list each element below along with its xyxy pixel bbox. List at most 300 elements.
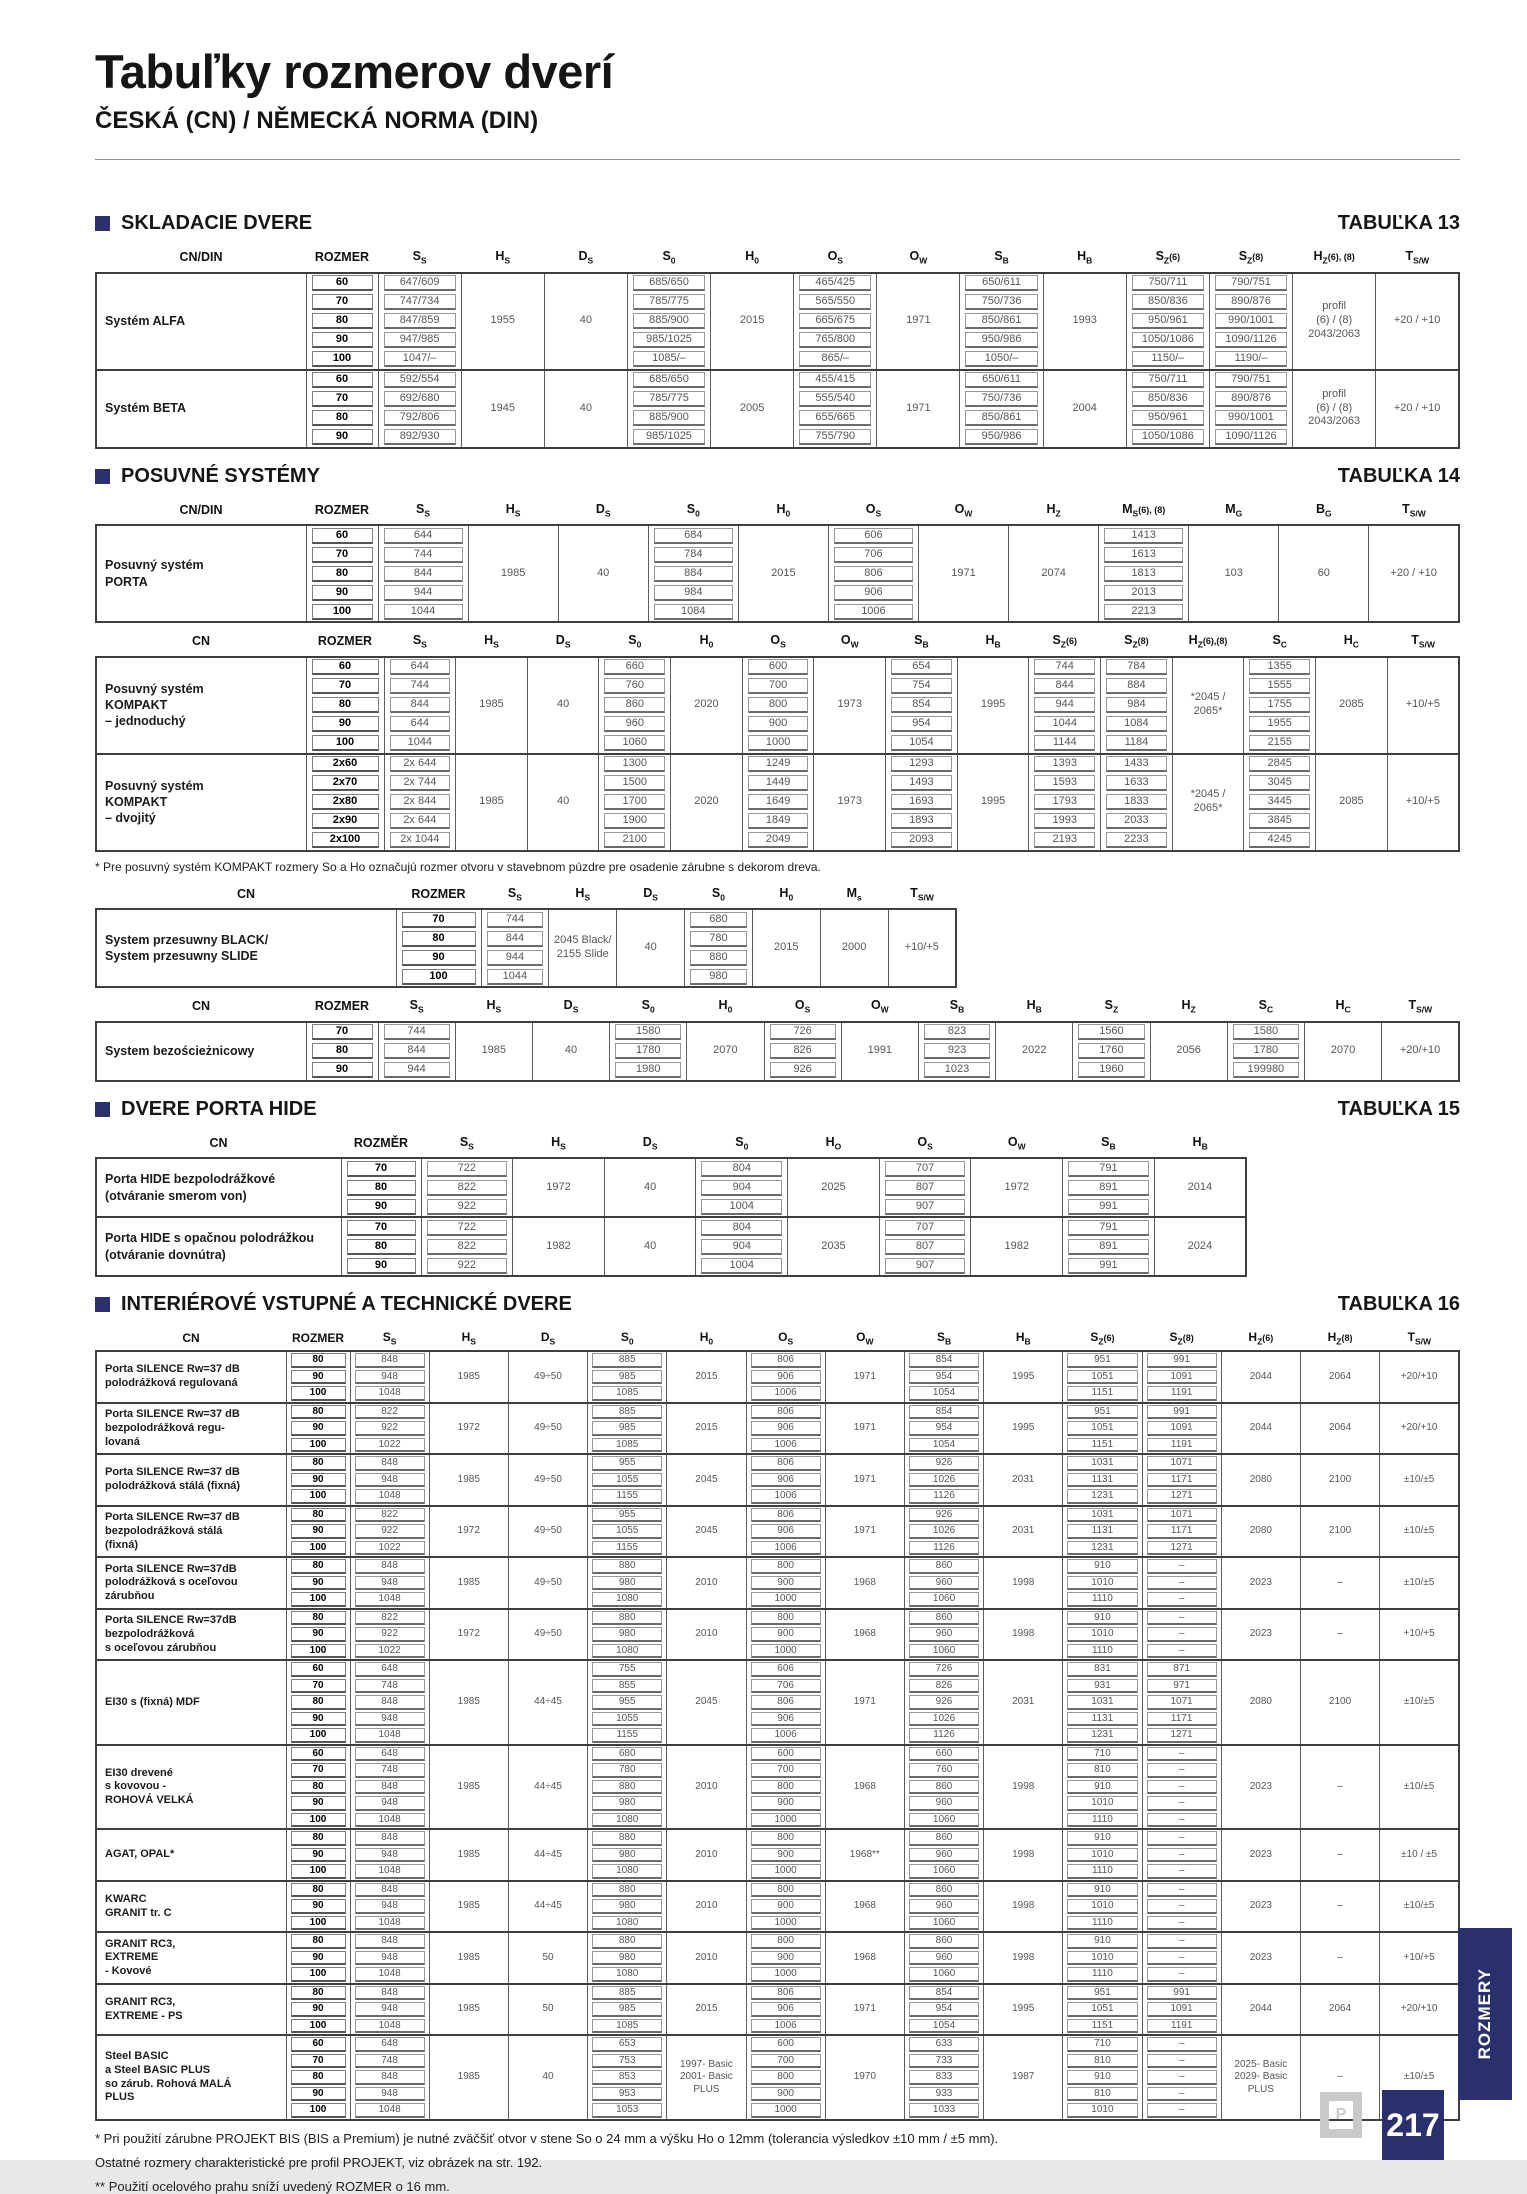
merged-value-cell: 2045 — [667, 1506, 746, 1558]
merged-value-cell: 2025- Basic 2029- Basic PLUS — [1221, 2035, 1300, 2120]
value-cell: 648 — [350, 1745, 429, 1763]
value-cell: 744 — [1029, 657, 1101, 677]
value-cell: 850/861 — [960, 409, 1043, 428]
page-number-badge: 217 — [1382, 2090, 1444, 2160]
value-cell: 822 — [350, 1506, 429, 1524]
value-cell: 948 — [350, 1847, 429, 1864]
size-cell: 90 — [286, 1898, 350, 1915]
row-group — [96, 370, 1459, 448]
value-cell: 600 — [746, 1745, 825, 1763]
column-header: $S_0$ — [620, 1330, 634, 1347]
value-cell: 800 — [746, 1557, 825, 1575]
value-cell: 465/425 — [794, 273, 877, 293]
value-cell: 885 — [588, 1403, 667, 1421]
column-header: $H_S$ — [486, 998, 502, 1015]
table-row — [96, 273, 1459, 293]
value-cell: 948 — [350, 1369, 429, 1386]
value-cell: 860 — [904, 1881, 983, 1899]
column-header: ROZMER — [317, 634, 373, 649]
value-cell: 3845 — [1244, 812, 1316, 831]
porta-logo — [1320, 2092, 1362, 2138]
value-cell: 884 — [1101, 677, 1173, 696]
merged-value-cell: 1982 — [513, 1217, 605, 1276]
column-header: $H_S$ — [575, 885, 591, 902]
value-cell: 707 — [879, 1217, 971, 1237]
value-cell: 1060 — [599, 734, 671, 754]
value-cell: 760 — [599, 677, 671, 696]
value-cell: 885/900 — [627, 312, 710, 331]
column-header: $O_W$ — [1007, 1134, 1026, 1151]
row-group — [96, 1609, 1459, 1661]
column-header: $T_{S/W}$ — [1405, 249, 1430, 266]
merged-value-cell: 1995 — [957, 754, 1029, 851]
value-cell: 1080 — [588, 1812, 667, 1830]
value-cell: 950/986 — [960, 428, 1043, 448]
size-cell: 70 — [306, 545, 378, 564]
value-cell: 910 — [1063, 1609, 1142, 1627]
size-cell: 90 — [306, 428, 378, 448]
column-header: $S_0$ — [662, 249, 676, 266]
merged-value-cell: 40 — [604, 1158, 696, 1217]
value-cell: 2x 644 — [384, 812, 456, 831]
value-cell: 1300 — [599, 754, 671, 774]
value-cell: 806 — [746, 1403, 825, 1421]
value-cell: 1110 — [1063, 1643, 1142, 1661]
page-subtitle: ČESKÁ (CN) / NĚMECKÁ NORMA (DIN) — [95, 107, 539, 134]
row-group-name: Porta HIDE s opačnou polodrážkou (otváranie dovnútra) — [96, 1217, 341, 1276]
merged-value-cell: ±10/±5 — [1380, 1745, 1459, 1830]
size-cell: 70 — [306, 1022, 378, 1042]
value-cell: 1080 — [588, 1966, 667, 1984]
dimension-table — [95, 884, 957, 989]
merged-value-cell: +10/+5 — [1380, 1609, 1459, 1661]
merged-value-cell: – — [1300, 2035, 1379, 2120]
value-cell: 2x 744 — [384, 774, 456, 793]
column-header: $H_S$ — [551, 1134, 566, 1151]
value-cell: 753 — [588, 2053, 667, 2070]
kompakt-footnote: * Pre posuvný systém KOMPAKT rozmery So a Ho označujú rozmer otvoru v stavebnom púzdre pre osadenie zárubne s dekorom dreva. — [95, 859, 821, 874]
value-cell: – — [1142, 2069, 1221, 2086]
value-cell: 1090/1126 — [1209, 331, 1292, 350]
size-cell: 100 — [286, 1727, 350, 1745]
size-cell: 60 — [306, 657, 384, 677]
merged-value-cell: 1987 — [984, 2035, 1063, 2120]
footnote-line: Ostatné rozmery charakteristické pre profil PROJEKT, viz obrázek na str. 192. — [95, 2154, 543, 2170]
value-cell: 1010 — [1063, 2102, 1142, 2120]
value-cell: 1044 — [378, 602, 468, 622]
size-cell: 80 — [341, 1237, 421, 1256]
value-cell: 1084 — [648, 602, 738, 622]
table-row — [96, 1984, 1459, 2002]
merged-value-cell: 2064 — [1300, 1351, 1379, 1403]
size-cell: 100 — [286, 1966, 350, 1984]
column-header: $S_Z(6)$ — [1155, 249, 1181, 266]
value-cell: 906 — [746, 1711, 825, 1728]
value-cell: 960 — [599, 715, 671, 734]
value-cell: 2x 1044 — [384, 831, 456, 851]
size-cell: 80 — [286, 1454, 350, 1472]
value-cell: 750/711 — [1126, 370, 1209, 390]
value-cell: 665/675 — [794, 312, 877, 331]
value-cell: 1231 — [1063, 1540, 1142, 1558]
row-group — [96, 1454, 1459, 1506]
size-cell: 90 — [286, 1523, 350, 1540]
value-cell: 880 — [685, 948, 753, 967]
value-cell: 944 — [378, 583, 468, 602]
value-cell: 780 — [685, 929, 753, 948]
size-cell: 2x90 — [306, 812, 384, 831]
size-cell: 100 — [286, 1488, 350, 1506]
column-header: $T_{S/W}$ — [1411, 633, 1435, 650]
value-cell: 822 — [421, 1237, 513, 1256]
value-cell: 906 — [828, 583, 918, 602]
merged-value-cell: +20/+10 — [1380, 1984, 1459, 2036]
value-cell: 1060 — [904, 1812, 983, 1830]
row-group-name: EI30 s (fixná) MDF — [96, 1660, 286, 1745]
value-cell: 906 — [746, 1523, 825, 1540]
value-cell: 1048 — [350, 1385, 429, 1403]
value-cell: 806 — [746, 1694, 825, 1711]
value-cell: 900 — [746, 1626, 825, 1643]
column-header: $H_Z(6)$ — [1248, 1330, 1274, 1347]
merged-value-cell: 2045 — [667, 1660, 746, 1745]
merged-value-cell: 2080 — [1221, 1506, 1300, 1558]
value-cell: 1010 — [1063, 1847, 1142, 1864]
value-cell: 1085 — [588, 1385, 667, 1403]
merged-value-cell: 2000 — [820, 909, 888, 987]
value-cell: 1050/1086 — [1126, 428, 1209, 448]
value-cell: 1000 — [746, 1863, 825, 1881]
value-cell: 744 — [378, 545, 468, 564]
size-cell: 90 — [286, 1795, 350, 1812]
value-cell: 707 — [879, 1158, 971, 1178]
value-cell: 744 — [384, 677, 456, 696]
value-cell: 985/1025 — [627, 428, 710, 448]
rozmery-side-tab — [1458, 1928, 1512, 2100]
value-cell: 1010 — [1063, 1575, 1142, 1592]
value-cell: 823 — [918, 1022, 995, 1042]
row-group — [96, 1557, 1459, 1609]
column-header: CN — [209, 1135, 228, 1150]
table-row — [96, 1506, 1459, 1524]
value-cell: 3045 — [1244, 774, 1316, 793]
column-header: $M_S(6)$, (8) — [1122, 501, 1166, 518]
value-cell: 760 — [904, 1762, 983, 1779]
column-header: $O_S$ — [770, 633, 786, 650]
value-cell: 1048 — [350, 1966, 429, 1984]
value-cell: 1693 — [886, 793, 958, 812]
size-cell: 70 — [286, 2053, 350, 2070]
value-cell: 1080 — [588, 1591, 667, 1609]
value-cell: 1071 — [1142, 1694, 1221, 1711]
column-header: ROZMER — [314, 250, 370, 265]
column-header: $S_Z(8)$ — [1124, 633, 1149, 650]
merged-value-cell: 1971 — [825, 1454, 904, 1506]
merged-value-cell: 1971 — [825, 1506, 904, 1558]
value-cell: 800 — [746, 1881, 825, 1899]
merged-value-cell: 1971 — [877, 273, 960, 370]
value-cell: 685/650 — [627, 370, 710, 390]
row-group-name: Porta SILENCE Rw=37 dB polodrážková regulovaná — [96, 1351, 286, 1403]
size-cell: 70 — [341, 1158, 421, 1178]
value-cell: 1393 — [1029, 754, 1101, 774]
value-cell: 1151 — [1063, 1437, 1142, 1455]
value-cell: 1054 — [904, 1385, 983, 1403]
value-cell: 950/961 — [1126, 312, 1209, 331]
value-cell: 804 — [696, 1217, 788, 1237]
value-cell: 1033 — [904, 2102, 983, 2120]
value-cell: 991 — [1142, 1351, 1221, 1369]
value-cell: – — [1142, 1898, 1221, 1915]
column-header: $S_C$ — [1258, 998, 1274, 1015]
merged-value-cell: 2020 — [671, 754, 743, 851]
merged-value-cell: 1995 — [957, 657, 1029, 754]
value-cell: – — [1142, 1812, 1221, 1830]
column-header: $O_W$ — [870, 998, 889, 1015]
merged-value-cell: 2070 — [687, 1022, 764, 1081]
value-cell: – — [1142, 2035, 1221, 2053]
value-cell: 600 — [742, 657, 814, 677]
merged-value-cell: 2044 — [1221, 1984, 1300, 2036]
footnotes — [95, 2131, 1460, 2194]
value-cell: 650/611 — [960, 370, 1043, 390]
value-cell: 1026 — [904, 1472, 983, 1489]
value-cell: 926 — [904, 1454, 983, 1472]
row-group-name: GRANIT RC3, EXTREME - PS — [96, 1984, 286, 2036]
value-cell: 885 — [588, 1984, 667, 2002]
value-cell: 1026 — [904, 1711, 983, 1728]
value-cell: 985/1025 — [627, 331, 710, 350]
value-cell: 1155 — [588, 1488, 667, 1506]
value-cell: 954 — [886, 715, 958, 734]
size-cell: 80 — [306, 564, 378, 583]
size-cell: 90 — [286, 1847, 350, 1864]
size-cell: 100 — [286, 1437, 350, 1455]
merged-value-cell: 2023 — [1221, 1932, 1300, 1984]
merged-value-cell: 2014 — [1154, 1158, 1246, 1217]
table-row — [96, 1403, 1459, 1421]
merged-value-cell: ±10/±5 — [1380, 1454, 1459, 1506]
value-cell: 755/790 — [794, 428, 877, 448]
row-group-name: System przesuwny BLACK/ System przesuwny SLIDE — [96, 909, 396, 987]
value-cell: 822 — [421, 1178, 513, 1197]
value-cell: – — [1142, 1575, 1221, 1592]
row-group-name: Porta SILENCE Rw=37 dB bezpolodrážková stálá (fixná) — [96, 1506, 286, 1558]
value-cell: 1048 — [350, 2102, 429, 2120]
value-cell: 910 — [1063, 1557, 1142, 1575]
value-cell: 1131 — [1063, 1711, 1142, 1728]
value-cell: 831 — [1063, 1660, 1142, 1678]
merged-value-cell: profil (6) / (8) 2043/2063 — [1293, 370, 1376, 448]
column-header: $T_{S/W}$ — [1408, 998, 1433, 1015]
value-cell: 1044 — [384, 734, 456, 754]
column-header: $H_B$ — [985, 633, 1001, 650]
merged-value-cell: 2010 — [667, 1829, 746, 1881]
merged-value-cell: 2031 — [984, 1454, 1063, 1506]
column-header: $S_S$ — [412, 249, 427, 266]
value-cell: 800 — [746, 1609, 825, 1627]
value-cell: 1031 — [1063, 1506, 1142, 1524]
merged-value-cell: 1985 — [429, 1557, 508, 1609]
column-header: $H_S$ — [495, 249, 511, 266]
value-cell: 847/859 — [378, 312, 461, 331]
merged-value-cell: – — [1300, 1609, 1379, 1661]
value-cell: 1085 — [588, 2018, 667, 2036]
value-cell: 1006 — [828, 602, 918, 622]
value-cell: 600 — [746, 2035, 825, 2053]
value-cell: 850/861 — [960, 312, 1043, 331]
value-cell: 2213 — [1099, 602, 1189, 622]
value-cell: 910 — [1063, 1932, 1142, 1950]
size-cell: 70 — [286, 1678, 350, 1695]
section-heading-skladacie-dvere — [95, 212, 1460, 235]
size-cell: 90 — [286, 1420, 350, 1437]
size-cell: 60 — [306, 273, 378, 293]
value-cell: 700 — [742, 677, 814, 696]
value-cell: 1433 — [1101, 754, 1173, 774]
value-cell: 754 — [886, 677, 958, 696]
value-cell: 1060 — [904, 1591, 983, 1609]
value-cell: 1633 — [1101, 774, 1173, 793]
value-cell: 2233 — [1101, 831, 1173, 851]
merged-value-cell: 44÷45 — [508, 1881, 587, 1933]
value-cell: 1055 — [588, 1711, 667, 1728]
size-cell: 60 — [306, 370, 378, 390]
value-cell: 880 — [588, 1829, 667, 1847]
merged-value-cell: 1972 — [513, 1158, 605, 1217]
value-cell: 850/836 — [1126, 390, 1209, 409]
column-header: $S_0$ — [711, 885, 725, 902]
value-cell: 1900 — [599, 812, 671, 831]
column-header: $H_S$ — [484, 633, 499, 650]
merged-value-cell: 1982 — [971, 1217, 1063, 1276]
merged-value-cell: 50 — [508, 1932, 587, 1984]
value-cell: 1960 — [1073, 1061, 1150, 1081]
value-cell: 790/751 — [1209, 370, 1292, 390]
row-group — [96, 525, 1459, 622]
size-cell: 90 — [286, 1575, 350, 1592]
value-cell: 1006 — [746, 1437, 825, 1455]
merged-value-cell: 1985 — [456, 657, 528, 754]
column-header: $O_S$ — [917, 1134, 933, 1151]
value-cell: 985 — [588, 2001, 667, 2018]
size-cell: 60 — [286, 1745, 350, 1763]
size-cell: 90 — [396, 948, 481, 967]
column-header: $H_0$ — [779, 885, 794, 902]
value-cell: 1085/– — [627, 350, 710, 370]
merged-value-cell: 40 — [527, 657, 599, 754]
size-cell: 100 — [286, 1591, 350, 1609]
value-cell: 944 — [1029, 696, 1101, 715]
row-group-name: Posuvný systém PORTA — [96, 525, 306, 622]
column-header: $O_S$ — [778, 1330, 794, 1347]
merged-value-cell: 2015 — [667, 1403, 746, 1455]
value-cell: 1413 — [1099, 525, 1189, 545]
value-cell: 844 — [384, 696, 456, 715]
value-cell: 806 — [746, 1454, 825, 1472]
merged-value-cell: profil (6) / (8) 2043/2063 — [1293, 273, 1376, 370]
column-header: $H_0$ — [699, 1330, 714, 1347]
value-cell: 1048 — [350, 1591, 429, 1609]
value-cell: 2x 844 — [384, 793, 456, 812]
value-cell: 848 — [350, 1881, 429, 1899]
merged-value-cell: – — [1300, 1932, 1379, 1984]
section-marker-icon — [95, 216, 110, 231]
value-cell: 860 — [904, 1829, 983, 1847]
size-cell: 80 — [286, 1609, 350, 1627]
value-cell: 1004 — [696, 1197, 788, 1217]
table-row — [96, 525, 1459, 545]
value-cell: 848 — [350, 1932, 429, 1950]
value-cell: 848 — [350, 1829, 429, 1847]
value-cell: 885/900 — [627, 409, 710, 428]
merged-value-cell: ±10/±5 — [1380, 1881, 1459, 1933]
value-cell: 1006 — [746, 1727, 825, 1745]
value-cell: 1191 — [1142, 2018, 1221, 2036]
value-cell: 2033 — [1101, 812, 1173, 831]
merged-value-cell: 1971 — [825, 1984, 904, 2036]
value-cell: 1026 — [904, 1523, 983, 1540]
value-cell: 1048 — [350, 1488, 429, 1506]
value-cell: 1355 — [1244, 657, 1316, 677]
merged-value-cell: 2085 — [1316, 754, 1388, 851]
value-cell: 984 — [1101, 696, 1173, 715]
value-cell: 1190/– — [1209, 350, 1292, 370]
dimension-table — [95, 1328, 1460, 2121]
value-cell: 1131 — [1063, 1472, 1142, 1489]
merged-value-cell: 1985 — [429, 1745, 508, 1830]
column-header: $D_S$ — [563, 998, 579, 1015]
table-number-label: TABUĽKA 16 — [1337, 1293, 1460, 1315]
merged-value-cell: 1995 — [984, 1403, 1063, 1455]
size-cell: 80 — [306, 409, 378, 428]
size-cell: 100 — [286, 1915, 350, 1933]
value-cell: 906 — [746, 2001, 825, 2018]
merged-value-cell: 2010 — [667, 1609, 746, 1661]
value-cell: 750/736 — [960, 293, 1043, 312]
value-cell: 947/985 — [378, 331, 461, 350]
value-cell: 765/800 — [794, 331, 877, 350]
value-cell: 710 — [1063, 1745, 1142, 1763]
merged-value-cell: *2045 / 2065* — [1172, 754, 1244, 851]
value-cell: 1144 — [1029, 734, 1101, 754]
value-cell: 922 — [421, 1197, 513, 1217]
divider — [95, 159, 1460, 160]
size-cell: 70 — [306, 293, 378, 312]
column-header: $H_Z$ — [1181, 998, 1196, 1015]
value-cell: 1580 — [610, 1022, 687, 1042]
value-cell: 555/540 — [794, 390, 877, 409]
merged-value-cell: 1985 — [456, 754, 528, 851]
value-cell: 804 — [696, 1158, 788, 1178]
section-label: INTERIÉROVÉ VSTUPNÉ A TECHNICKÉ DVERE — [121, 1293, 572, 1315]
size-cell: 80 — [286, 1829, 350, 1847]
column-header: $D_S$ — [643, 885, 658, 902]
merged-value-cell: 1998 — [984, 1557, 1063, 1609]
merged-value-cell: 1985 — [455, 1022, 532, 1081]
value-cell: 780 — [588, 1762, 667, 1779]
value-cell: 890/876 — [1209, 390, 1292, 409]
value-cell: 980 — [588, 1950, 667, 1967]
value-cell: 722 — [421, 1217, 513, 1237]
value-cell: 1780 — [1227, 1042, 1304, 1061]
value-cell: 750/711 — [1126, 273, 1209, 293]
column-header: $H_B$ — [1026, 998, 1042, 1015]
value-cell: 791 — [1063, 1158, 1155, 1178]
column-header: $D_S$ — [595, 501, 611, 518]
rozmery-side-tab-label: ROZMERY — [1475, 1968, 1494, 2060]
value-cell: 706 — [746, 1678, 825, 1695]
